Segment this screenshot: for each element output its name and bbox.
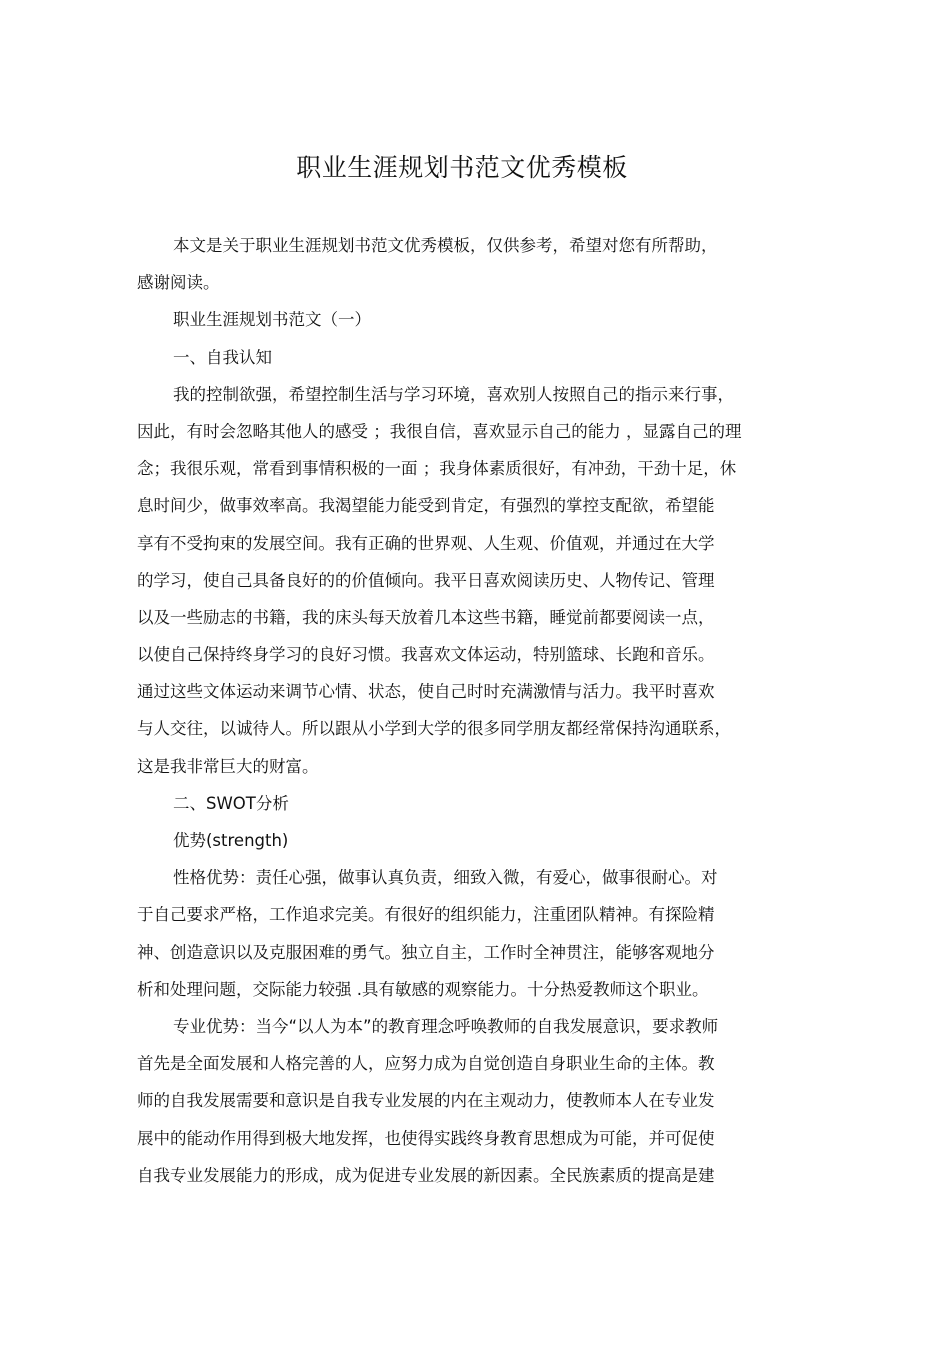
text-line: 析和处理问题，交际能力较强 .具有敏感的观察能力。十分热爱教师这个职业。 xyxy=(137,979,709,999)
text-line: 通过这些文体运动来调节心情、状态，使自己时时充满激情与活力。我平时喜欢 xyxy=(137,682,715,702)
document-body xyxy=(137,227,817,1194)
text-line: 优势(strength) xyxy=(173,831,289,850)
text-line: 专业优势：当今“以人为本”的教育理念呼唤教师的自我发展意识，要求教师 xyxy=(173,1016,719,1036)
text-line: 我的控制欲强，希望控制生活与学习环境，喜欢别人按照自己的指示来行事， xyxy=(173,384,734,404)
text-line: 这是我非常巨大的财富。 xyxy=(137,756,319,776)
text-line: 于自己要求严格，工作追求完美。有很好的组织能力，注重团队精神。有探险精 xyxy=(137,905,715,925)
text-line: 职业生涯规划书范文（一） xyxy=(173,310,371,330)
text-line: 一、自我认知 xyxy=(173,347,272,367)
text-line: 与人交往，以诚待人。所以跟从小学到大学的很多同学朋友都经常保持沟通联系， xyxy=(137,719,731,739)
text-line: 感谢阅读。 xyxy=(137,273,220,293)
text-line: 性格优势：责任心强，做事认真负责，细致入微，有爱心，做事很耐心。对 xyxy=(173,868,718,888)
text-line: 息时间少，做事效率高。我渴望能力能受到肯定，有强烈的掌控支配欲，希望能 xyxy=(137,496,715,516)
text-line: 以及一些励志的书籍，我的床头每天放着几本这些书籍，睡觉前都要阅读一点， xyxy=(137,607,715,627)
text-line: 二、SWOT分析 xyxy=(173,793,289,813)
text-line: 首先是全面发展和人格完善的人，应努力成为自觉创造自身职业生命的主体。教 xyxy=(137,1054,715,1074)
text-line: 以使自己保持终身学习的良好习惯。我喜欢文体运动，特别篮球、长跑和音乐。 xyxy=(137,645,715,665)
document-title: 职业生涯规划书范文优秀模板 xyxy=(296,153,628,182)
text-line: 的学习，使自己具备良好的的价值倾向。我平日喜欢阅读历史、人物传记、管理 xyxy=(137,570,715,590)
text-line: 念；我很乐观，常看到事情积极的一面 ；我身体素质很好，有冲劲，干劲十足，休 xyxy=(137,459,737,479)
text-line: 展中的能动作用得到极大地发挥，也使得实践终身教育思想成为可能，并可促使 xyxy=(137,1128,715,1148)
text-line: 神、创造意识以及克服困难的勇气。独立自主，工作时全神贯注，能够客观地分 xyxy=(137,942,715,962)
text-line: 自我专业发展能力的形成，成为促进专业发展的新因素。全民族素质的提高是建 xyxy=(137,1165,715,1185)
text-line: 本文是关于职业生涯规划书范文优秀模板，仅供参考，希望对您有所帮助， xyxy=(173,236,718,255)
text-line: 师的自我发展需要和意识是自我专业发展的内在主观动力，使教师本人在专业发 xyxy=(137,1091,715,1111)
text-line: 因此，有时会忽略其他人的感受 ；我很自信，喜欢显示自己的能力 ，显露自己的理 xyxy=(137,421,742,441)
text-line: 享有不受拘束的发展空间。我有正确的世界观、人生观、价值观，并通过在大学 xyxy=(137,533,715,553)
